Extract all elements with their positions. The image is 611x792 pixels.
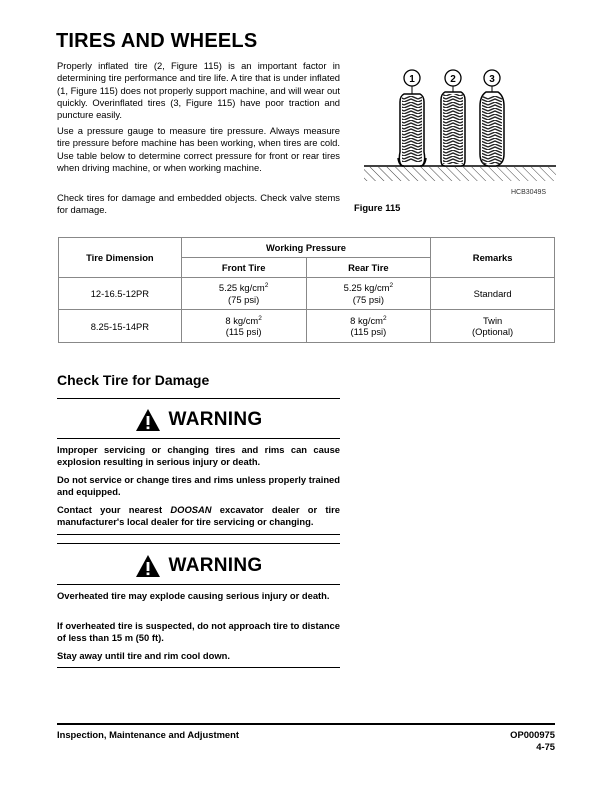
cell-remarks: Twin (Optional) <box>431 310 555 343</box>
callout-2 <box>445 70 461 94</box>
warning-triangle-icon <box>135 554 161 578</box>
footer-page-info <box>510 729 555 753</box>
cell-rear-pressure: 8 $kg/cm^2$ (115 psi) <box>306 310 431 343</box>
warning2-top-rule <box>57 543 340 544</box>
callout-1 <box>404 70 420 94</box>
warning-top-rule <box>57 398 340 399</box>
tire-inflation-figure <box>362 66 558 188</box>
warning2-text-3: Stay away until tire and rim cool down. <box>57 650 230 661</box>
cell-dimension: 8.25-15-14PR <box>59 310 182 343</box>
warning2-text-1: Overheated tire may explode causing serious injury or death. <box>57 590 330 601</box>
warning-title: WARNING <box>57 408 340 432</box>
svg-text:1: 1 <box>409 74 415 85</box>
callout-3 <box>484 70 500 94</box>
warning-title-rule <box>57 438 340 439</box>
cell-dimension: 12-16.5-12PR <box>59 278 182 310</box>
table-row <box>59 310 555 343</box>
warning2-title: WARNING <box>57 554 340 578</box>
damage-paragraph: Check tires for damage and embedded objects. Check valve stems for damage. <box>57 192 340 216</box>
table-row <box>59 278 555 310</box>
footer-section-title: Inspection, Maintenance and Adjustment <box>57 729 239 740</box>
tire-proper-inflation <box>441 92 465 166</box>
warning2-title-rule <box>57 584 340 585</box>
page-title: TIRES AND WHEELS <box>56 30 258 52</box>
warning1-bottom-rule <box>57 534 340 535</box>
tire-pressure-table <box>58 237 555 343</box>
warning-triangle-icon <box>135 408 161 432</box>
tire-over-inflated <box>480 92 504 166</box>
svg-text:3: 3 <box>489 74 495 85</box>
tire-under-inflated <box>398 94 426 166</box>
footer-doc-code: OP000975 <box>510 729 555 740</box>
figure-caption: Figure 115 <box>354 202 401 213</box>
section-heading: Check Tire for Damage <box>57 372 210 388</box>
footer-page-number: 4-75 <box>536 741 555 752</box>
cell-front-pressure: 8 $kg/cm^2$ (115 psi) <box>181 310 306 343</box>
warning1-text-1: Improper servicing or changing tires and rims can cause explosion resulting in serious injury or death. <box>57 444 340 468</box>
warning2-text-2: If overheated tire is suspected, do not approach tire to distance of less than 15 m (50 ft). <box>57 620 340 644</box>
header-working-pressure: Working Pressure <box>181 238 430 258</box>
header-front-tire: Front Tire <box>181 258 306 278</box>
cell-remarks: Standard <box>431 278 555 310</box>
svg-text:2: 2 <box>450 74 456 85</box>
header-tire-dimension: Tire Dimension <box>59 238 182 278</box>
intro-paragraph: Properly inflated tire (2, Figure 115) is an important factor in determining tire performance and tire life. A tire that is under inflated (1, Figure 115) does not properly support machine, and will wear out quickly. Overinflated tires (3, Figure 115) have poor traction and puncture easily. <box>57 60 340 121</box>
cell-front-pressure: 5.25 $kg/cm^2$ (75 psi) <box>181 278 306 310</box>
warning1-text-2: Do not service or change tires and rims unless properly trained and equipped. <box>57 474 340 498</box>
cell-rear-pressure: 5.25 $kg/cm^2$ (75 psi) <box>306 278 431 310</box>
footer-rule <box>57 723 555 725</box>
warning2-bottom-rule <box>57 667 340 668</box>
gauge-paragraph: Use a pressure gauge to measure tire pressure. Always measure tire pressure before machine has been working, when tires are cold. Use table below to determine correct pressure for front or rear tires when driving machine, or when working machine. <box>57 125 340 173</box>
warning1-text-3: Contact your nearest DOOSAN excavator dealer or tire manufacturer's local dealer for tire servicing or changing. <box>57 504 340 528</box>
header-rear-tire: Rear Tire <box>306 258 431 278</box>
figure-code: HCB3049S <box>511 189 547 196</box>
header-remarks: Remarks <box>431 238 555 278</box>
